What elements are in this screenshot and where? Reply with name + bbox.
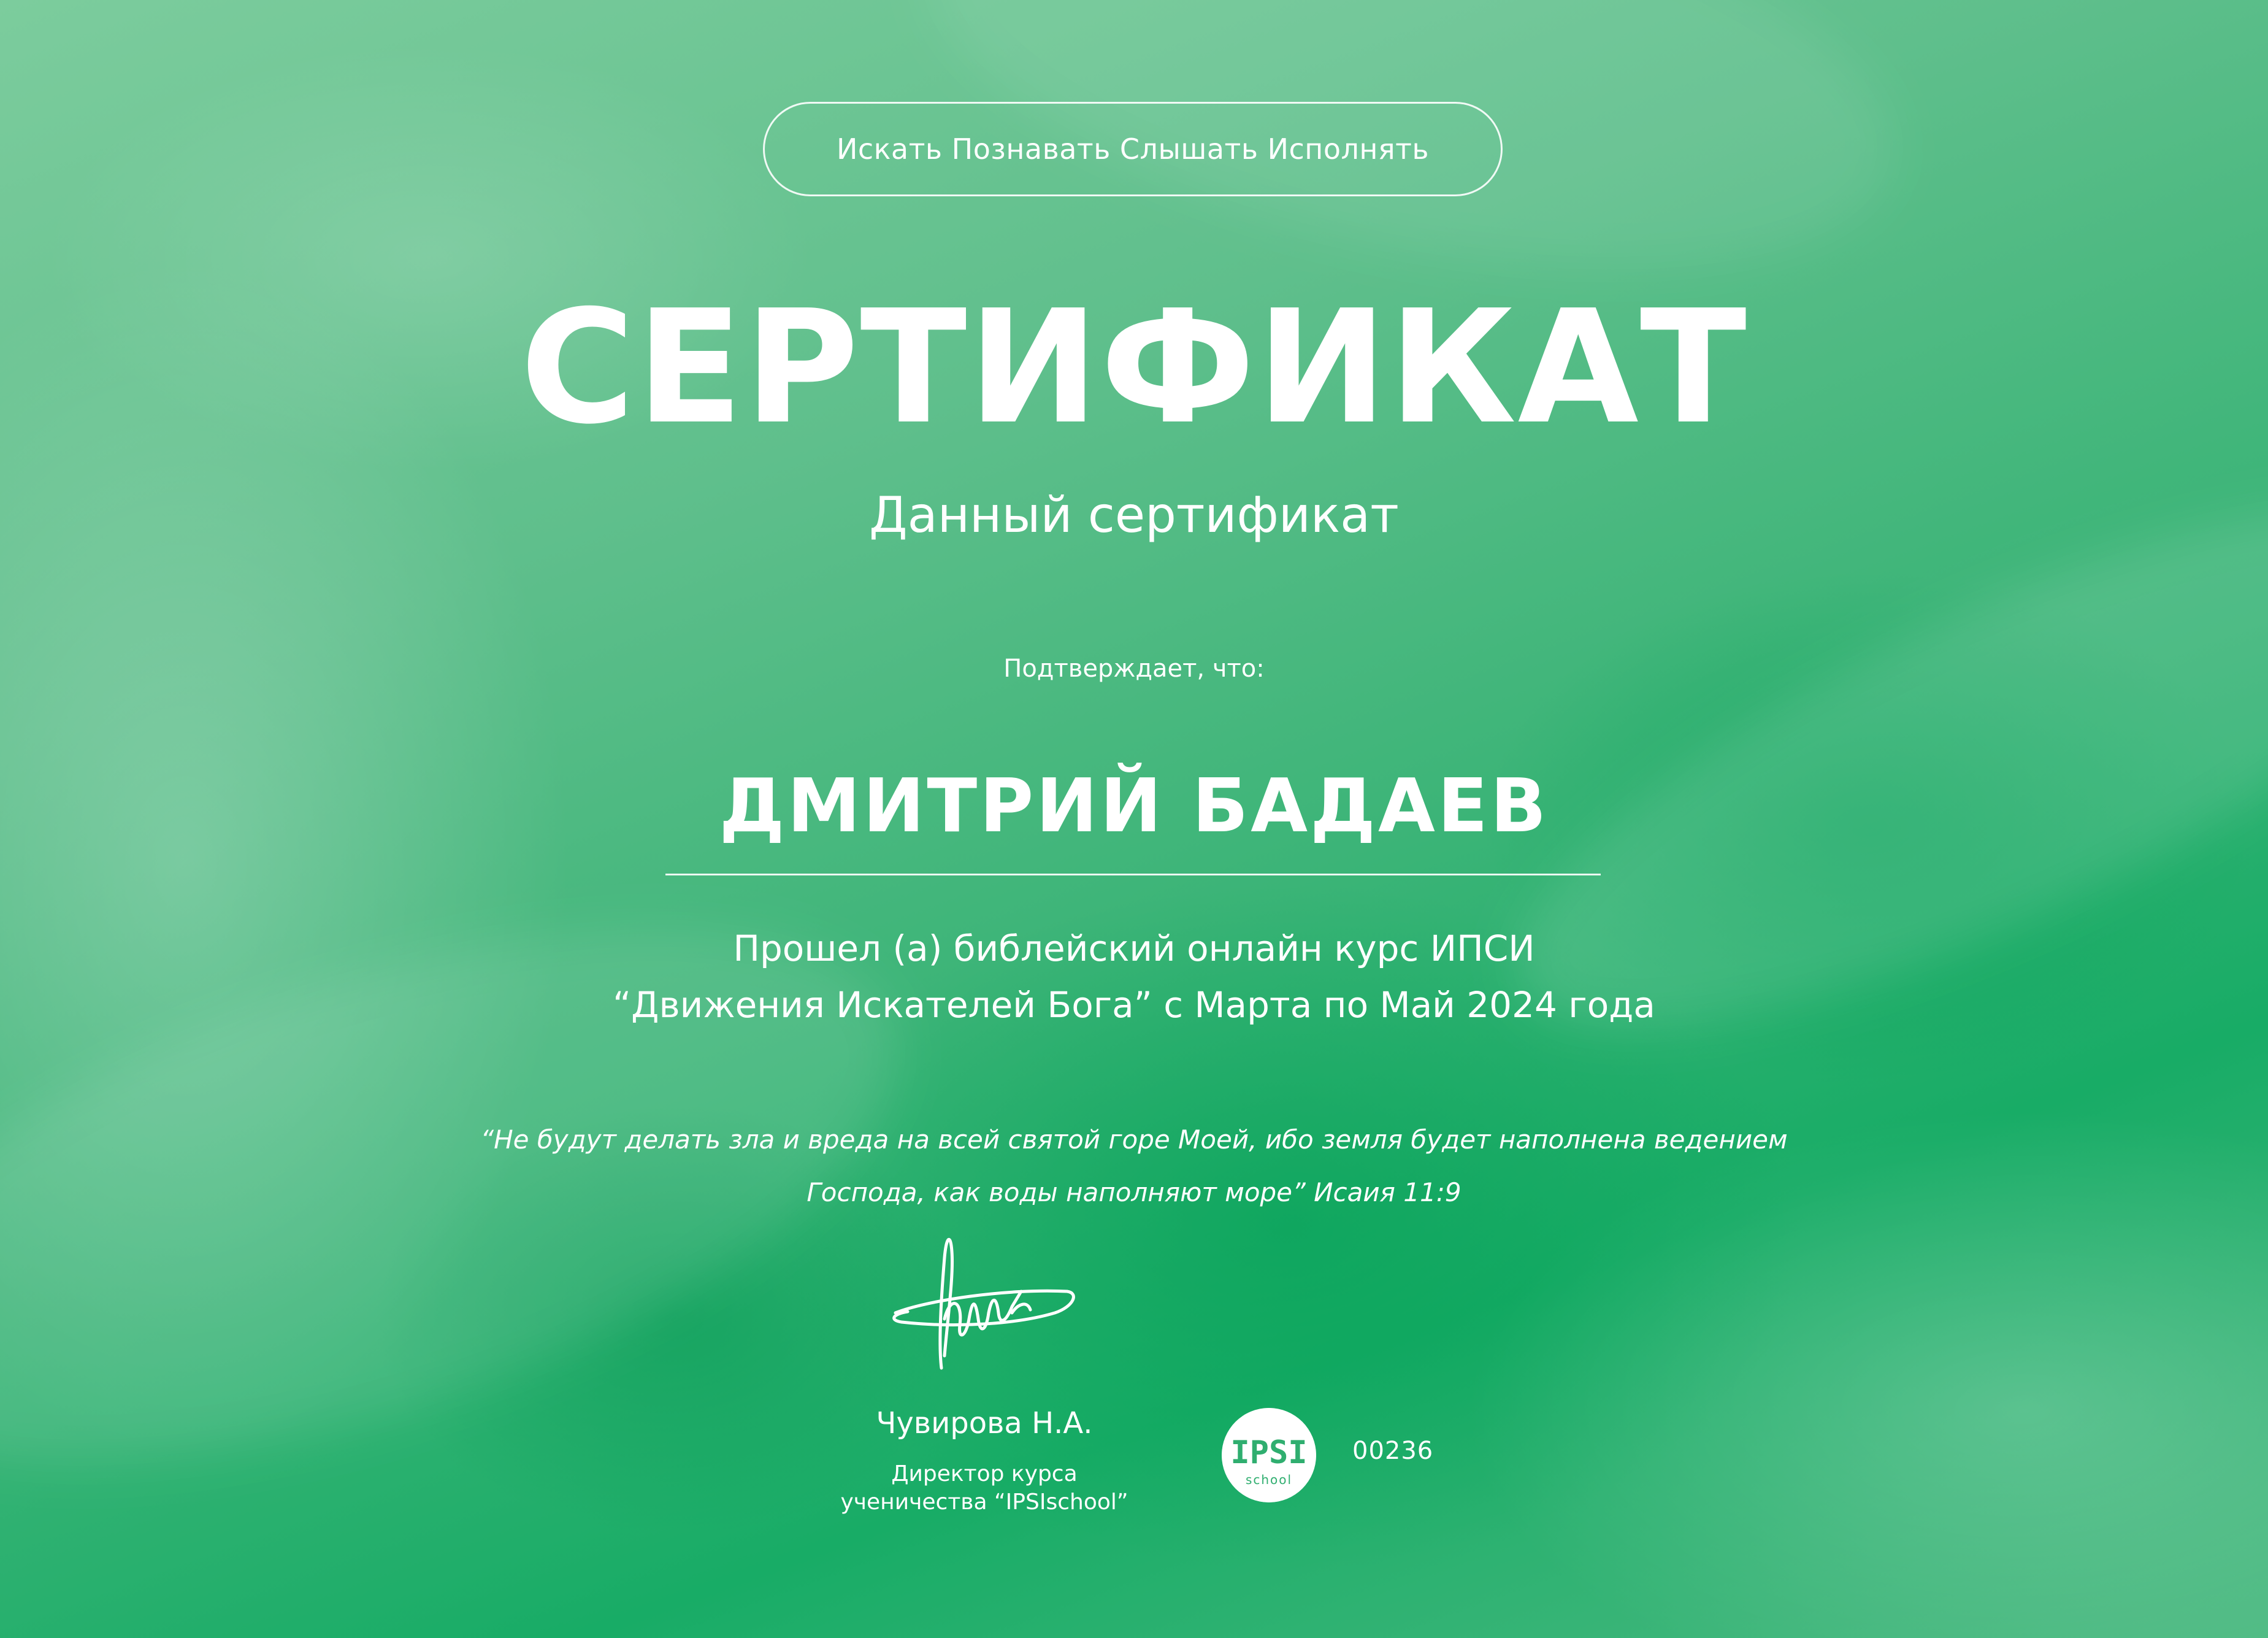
certificate-subtitle: Данный сертификат [869,486,1399,544]
course-line: “Движения Искателей Бога” с Марта по Май 2024 года [613,984,1655,1026]
ipsi-school-logo-icon [1222,1408,1316,1502]
signature-icon [883,1221,1086,1374]
serial-number: 00236 [1352,1437,1434,1465]
course-line: Прошел (а) библейский онлайн курс ИПСИ [733,928,1535,969]
recipient-name: ДМИТРИЙ БАДАЕВ [719,764,1549,849]
logo-subtext: school [1245,1472,1293,1487]
course-description [0,920,2268,1033]
certificate-title: СЕРТИФИКАТ [520,277,1748,459]
confirms-label: Подтверждает, что: [1003,655,1265,683]
signer-role [779,1460,1190,1517]
signer-role-line: Директор курса [891,1461,1078,1486]
bible-verse [0,1113,2268,1219]
verse-line: Господа, как воды наполняют море” Исаия 11:9 [806,1177,1462,1207]
signer-name: Чувирова Н.А. [876,1406,1093,1440]
motto-text: Искать Познавать Слышать Исполнять [836,133,1430,166]
signer-role-line: ученичества “IPSIschool” [840,1490,1128,1515]
name-underline [665,874,1601,875]
verse-line: “Не будут делать зла и вреда на всей святой горе Моей, ибо земля будет наполнена ведением [480,1125,1788,1155]
motto-badge [763,102,1503,196]
logo-text: IPSI [1230,1434,1308,1471]
